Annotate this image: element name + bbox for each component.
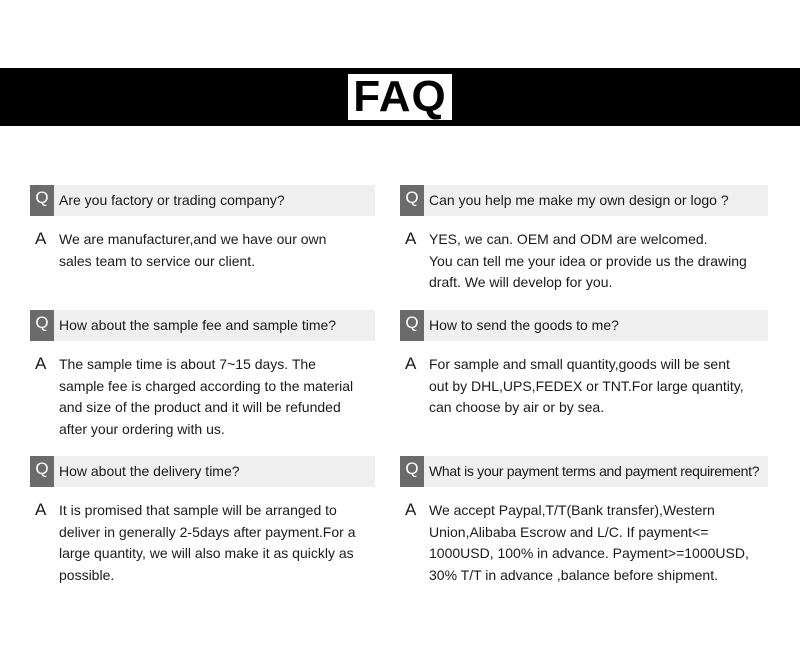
faq-item [400, 185, 768, 294]
answer-line: YES, we can. OEM and ODM are welcomed. [429, 231, 708, 247]
question-row [30, 456, 375, 487]
answer-line: and size of the product and it will be refunded [59, 399, 341, 415]
q-badge: Q [400, 310, 424, 341]
answer-text [59, 500, 375, 586]
answer-line: 30% T/T in advance ,balance before shipment. [429, 566, 718, 583]
question-text: How about the delivery time? [59, 463, 240, 479]
answer-line: We are manufacturer,and we have our own [59, 231, 327, 247]
answer-text [429, 500, 768, 586]
question-row [30, 310, 375, 341]
faq-item [400, 310, 768, 419]
answer-row [30, 354, 375, 440]
faq-item [30, 310, 375, 440]
answer-line: out by DHL,UPS,FEDEX or TNT.For large quantity, [429, 377, 744, 394]
answer-text [59, 354, 375, 440]
answer-line: deliver in generally 2-5days after payment.For a [59, 523, 356, 540]
a-badge: A [35, 354, 47, 373]
q-badge: Q [30, 185, 54, 216]
question-row [400, 185, 768, 216]
answer-text [429, 354, 768, 419]
answer-row [30, 500, 375, 586]
answer-line: sales team to service our client. [59, 252, 256, 269]
answer-line: possible. [59, 566, 115, 583]
answer-row [30, 229, 375, 272]
answer-line: You can tell me your idea or provide us the drawing [429, 252, 747, 269]
question-text: How about the sample fee and sample time? [59, 317, 337, 333]
q-badge: Q [30, 310, 54, 341]
question-row [400, 456, 768, 487]
answer-line: For sample and small quantity,goods will be sent [429, 356, 730, 372]
answer-line: Union,Alibaba Escrow and L/C. If payment<= [429, 523, 709, 540]
answer-line: We accept Paypal,T/T(Bank transfer),Western [429, 502, 715, 518]
a-badge: A [35, 500, 47, 519]
answer-line: It is promised that sample will be arranged to [59, 502, 337, 518]
a-badge: A [405, 354, 417, 373]
answer-line: can choose by air or by sea. [429, 399, 605, 415]
q-badge: Q [400, 185, 424, 216]
a-badge: A [405, 229, 417, 248]
q-badge: Q [30, 456, 54, 487]
answer-line: The sample time is about 7~15 days. The [59, 356, 316, 372]
answer-line: sample fee is charged according to the material [59, 377, 354, 394]
page-title: FAQ [345, 71, 455, 123]
question-text: What is your payment terms and payment requirement? [429, 463, 760, 479]
answer-row [400, 229, 768, 294]
question-row [30, 185, 375, 216]
question-text: Can you help me make my own design or logo ? [429, 192, 729, 208]
question-text: How to send the goods to me? [429, 317, 619, 333]
answer-line: draft. We will develop for you. [429, 274, 613, 290]
answer-line: 1000USD, 100% in advance. Payment>=1000USD, [429, 545, 749, 561]
a-badge: A [35, 229, 47, 248]
question-row [400, 310, 768, 341]
answer-text [429, 229, 768, 294]
faq-item [30, 185, 375, 272]
answer-row [400, 500, 768, 586]
answer-line: after your ordering with us. [59, 420, 225, 437]
faq-banner [0, 68, 800, 126]
faq-item [30, 456, 375, 586]
question-text: Are you factory or trading company? [59, 192, 285, 208]
answer-text [59, 229, 375, 272]
a-badge: A [405, 500, 417, 519]
q-badge: Q [400, 456, 424, 487]
answer-line: large quantity, we will also make it as quickly as [59, 545, 354, 561]
faq-item [400, 456, 768, 586]
answer-row [400, 354, 768, 419]
